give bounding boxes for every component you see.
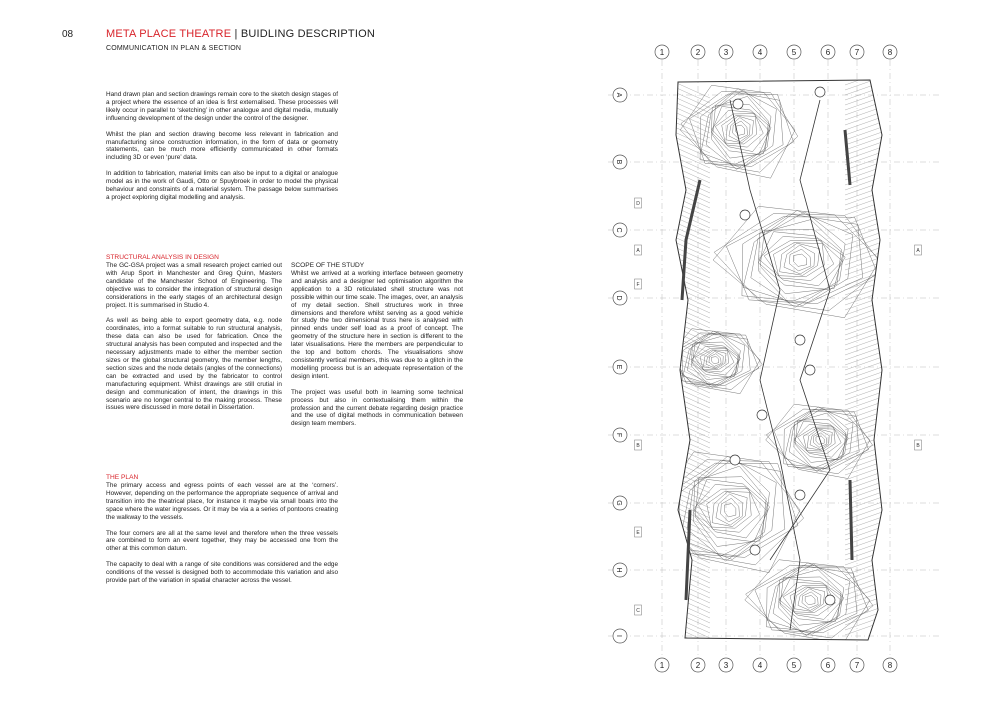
grid-column-marker (719, 45, 733, 59)
svg-text:4: 4 (757, 48, 763, 57)
structural-paragraph: The GC-GSA project was a small research project carried out with Arup Sport in Manchester and Greg Quinn, Masters candidate of the Manchester School of Engineering. The objective was to consider the integration of structural design considerations in the early stages of an architectural design project. It is summarised in Studio 4. (106, 262, 282, 309)
scope-paragraph: The project was useful both in learning some technical process but also in contextualising them within the profession and the current debate regarding design practice and the use of digital methods in communication between design team members. (291, 388, 463, 428)
svg-text:2: 2 (695, 48, 701, 57)
svg-text:H: H (615, 567, 622, 573)
svg-text:7: 7 (854, 48, 860, 57)
svg-text:D: D (615, 295, 622, 301)
svg-text:4: 4 (757, 661, 763, 670)
grid-column-marker (883, 45, 897, 59)
svg-text:I: I (615, 635, 622, 637)
page-title (106, 28, 375, 40)
svg-text:3: 3 (723, 48, 729, 57)
plan-paragraph: The capacity to deal with a range of site conditions was considered and the edge conditions of the vessel is designed both to accommodate this variation and also provide part of the variation in spatial character across the vessel. (106, 561, 338, 585)
svg-text:6: 6 (825, 48, 831, 57)
svg-text:B: B (916, 443, 920, 449)
grid-row-marker (613, 291, 627, 305)
page-subtitle: COMMUNICATION IN PLAN & SECTION (106, 45, 242, 52)
structural-paragraph: As well as being able to export geometry data, e.g. node coordinates, into a format suitable to run structural analysis, these data can also be used for fabrication. Once the structural analysis has been computed and inspected and the necessary adjustments made to either the member section sizes or the global structural geometry, the member lengths, section sizes and the node details (angles of the connections) can be extracted and used by the fabricator to control manufacturing equipment. Whilst drawings are still crutial in design and communication of intent, the drawings in this scenario are no longer central to the making process. These issues were discussed in more detail in Dissertation. (106, 317, 282, 412)
svg-text:8: 8 (887, 48, 893, 57)
grid-column-marker (691, 658, 705, 672)
floor-plan-drawing (500, 40, 970, 690)
structural-analysis-heading: STRUCTURAL ANALYSIS IN DESIGN (106, 254, 219, 261)
grid-column-marker (821, 45, 835, 59)
title-section: | BUIDLING DESCRIPTION (231, 28, 376, 40)
section-mark (915, 245, 922, 255)
section-mark (635, 198, 642, 208)
grid-column-marker (883, 658, 897, 672)
title-project: META PLACE THEATRE (106, 28, 232, 40)
svg-text:D: D (636, 201, 640, 207)
scope-section (291, 262, 463, 436)
grid-row-marker (613, 360, 627, 374)
grid-row-marker (613, 496, 627, 510)
grid-row-marker (613, 629, 627, 643)
grid-row-marker (613, 88, 627, 102)
svg-text:2: 2 (695, 661, 701, 670)
plan-heading: THE PLAN (106, 474, 139, 481)
section-mark (635, 527, 642, 537)
svg-text:1: 1 (659, 661, 665, 670)
section-mark (915, 440, 922, 450)
grid-column-marker (821, 658, 835, 672)
svg-text:C: C (636, 608, 640, 614)
svg-text:C: C (615, 227, 622, 233)
scope-heading: SCOPE OF THE STUDY (291, 262, 365, 269)
section-mark (635, 605, 642, 615)
floor-plan-svg (500, 40, 970, 690)
plan-section (106, 474, 338, 593)
svg-text:G: G (615, 500, 622, 506)
intro-paragraph: In addition to fabrication, material limits can also be input to a digital or analogue model as in the work of Gaudi, Otto or Spuybroek in order to model the physical behaviour and constraints of a material system. The passage below summarises a project exploring digital modelling and analysis. (106, 170, 338, 201)
svg-text:6: 6 (825, 661, 831, 670)
grid-row-marker (613, 563, 627, 577)
svg-text:E: E (636, 530, 640, 536)
svg-text:A: A (636, 248, 640, 254)
page-number: 08 (62, 29, 74, 40)
grid-row-marker (613, 223, 627, 237)
grid-row-marker (613, 155, 627, 169)
svg-text:1: 1 (659, 48, 665, 57)
svg-text:B: B (636, 443, 640, 449)
svg-text:F: F (615, 432, 622, 438)
grid-column-marker (787, 658, 801, 672)
structural-analysis-section (106, 254, 282, 420)
section-mark (635, 440, 642, 450)
svg-text:3: 3 (723, 661, 729, 670)
grid-column-marker (753, 658, 767, 672)
grid-column-marker (850, 45, 864, 59)
plan-paragraph: The four corners are all at the same level and therefore when the three vessels are combined to form an event together, they may be accessed one from the other at this common datum. (106, 529, 338, 553)
grid-row-marker (613, 428, 627, 442)
section-mark (635, 279, 642, 289)
svg-text:B: B (615, 159, 622, 165)
section-mark (635, 245, 642, 255)
intro-text (106, 91, 338, 210)
grid-column-marker (850, 658, 864, 672)
svg-text:F: F (636, 282, 640, 288)
intro-paragraph: Whilst the plan and section drawing become less relevant in fabrication and manufacturing since construction information, in the form of data or geometry statements, can be much more efficiently communicated in other formats including 3D or even ‘pure’ data. (106, 130, 338, 162)
grid-column-marker (787, 45, 801, 59)
grid-column-marker (753, 45, 767, 59)
grid-column-marker (719, 658, 733, 672)
plan-paragraph: The primary access and egress points of each vessel are at the ‘corners’. However, depending on the performance the appropriate sequence of arrival and transition into the theatrical place, for instance it maybe via small boats into the space where the water ingresses. Or it may be via a a series of pontoons creating the walkway to the vessels. (106, 482, 338, 521)
svg-text:8: 8 (887, 661, 893, 670)
intro-paragraph: Hand drawn plan and section drawings remain core to the sketch design stages of a project where the essence of an idea is first externalised. These processes will likely occur in parallel to ‘sketching’ in other analogue and digital media, mutually influencing development of the design under the control of the designer. (106, 91, 338, 122)
grid-column-marker (655, 658, 669, 672)
svg-text:5: 5 (791, 661, 797, 670)
svg-text:A: A (916, 248, 920, 254)
svg-text:A: A (615, 92, 622, 98)
svg-text:E: E (615, 364, 622, 370)
svg-text:5: 5 (791, 48, 797, 57)
scope-paragraph: Whilst we arrived at a working interface between geometry and analysis and a designer led optimisation algorithm the application to a 3D reticulated shell structure was not possible within our time scale. The images, over, an analysis of my detail section. Shell structures work in three dimensions and therefore whilst serving as a good vehicle for study the two dimensional truss here is analysed with pinned ends under self load as a proof of concept. The geometry of the structure here in section is different to the later visualisations. Here the members are perpendicular to the top and bottom chords. The visualisations show consistently vertical members, this was due to a glitch in the modelling process but is an adequate representation of the design intent. (291, 270, 463, 380)
grid-column-marker (691, 45, 705, 59)
svg-text:7: 7 (854, 661, 860, 670)
grid-column-marker (655, 45, 669, 59)
